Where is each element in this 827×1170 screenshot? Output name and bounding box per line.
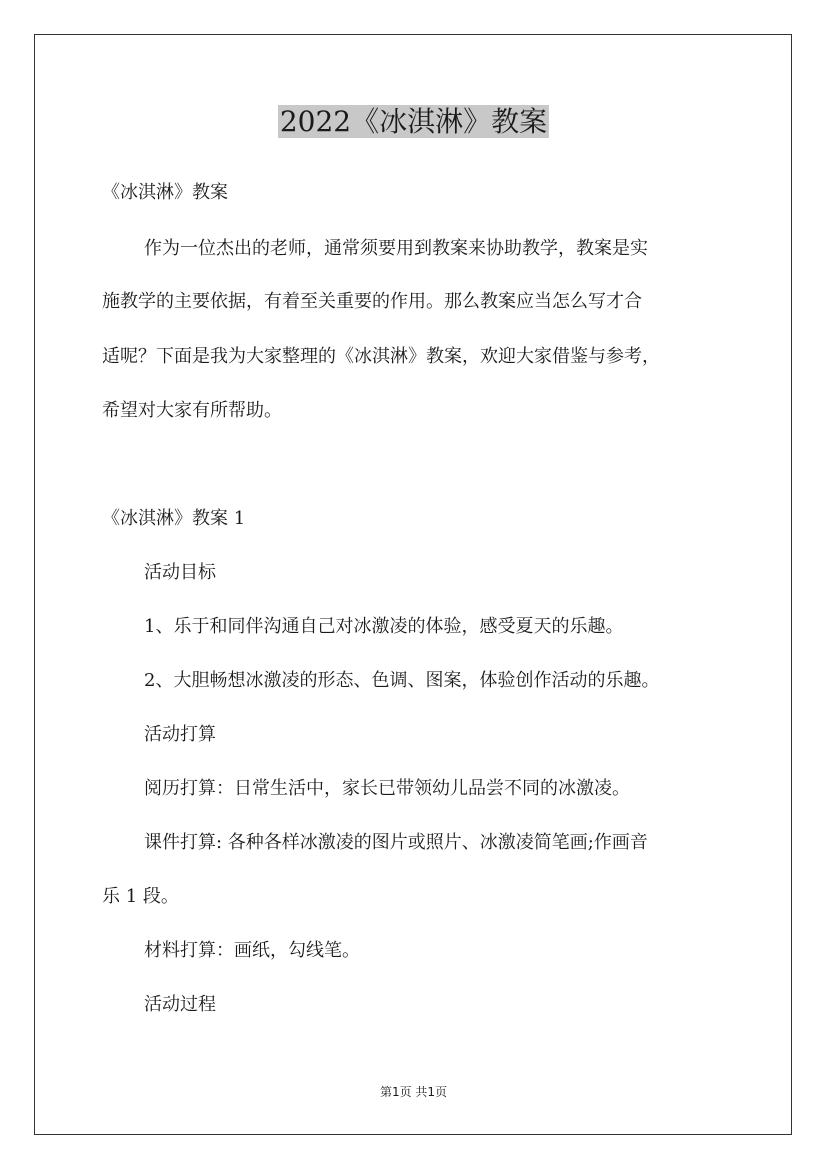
prep-experience: 阅历打算：日常生活中，家长已带领幼儿品尝不同的冰激凌。 [144, 778, 630, 799]
intro-line-4: 希望对大家有所帮助。 [102, 400, 282, 421]
prep-courseware-line-2: 乐 1 段。 [102, 886, 179, 907]
process-heading: 活动过程 [144, 994, 216, 1015]
page-footer: 第1页 共1页 [379, 1085, 448, 1099]
section-heading: 《冰淇淋》教案 1 [102, 508, 246, 529]
goal-item-1: 1、乐于和同伴沟通自己对冰激凌的体验，感受夏天的乐趣。 [144, 616, 624, 637]
title-text: 2022《冰淇淋》教案 [279, 105, 548, 138]
document-title [0, 102, 827, 142]
prep-heading: 活动打算 [144, 724, 216, 745]
subtitle: 《冰淇淋》教案 [102, 182, 228, 203]
intro-line-1: 作为一位杰出的老师，通常须要用到教案来协助教学，教案是实 [144, 238, 648, 259]
intro-line-3: 适呢？下面是我为大家整理的《冰淇淋》教案，欢迎大家借鉴与参考， [102, 346, 660, 367]
goal-heading: 活动目标 [144, 562, 216, 583]
intro-line-2: 施教学的主要依据，有着至关重要的作用。那么教案应当怎么写才合 [102, 291, 642, 312]
goal-item-2: 2、大胆畅想冰激凌的形态、色调、图案，体验创作活动的乐趣。 [144, 670, 660, 691]
prep-material: 材料打算：画纸，勾线笔。 [144, 940, 360, 961]
prep-courseware-line-1: 课件打算: 各种各样冰激凌的图片或照片、冰激凌简笔画;作画音 [144, 832, 648, 853]
